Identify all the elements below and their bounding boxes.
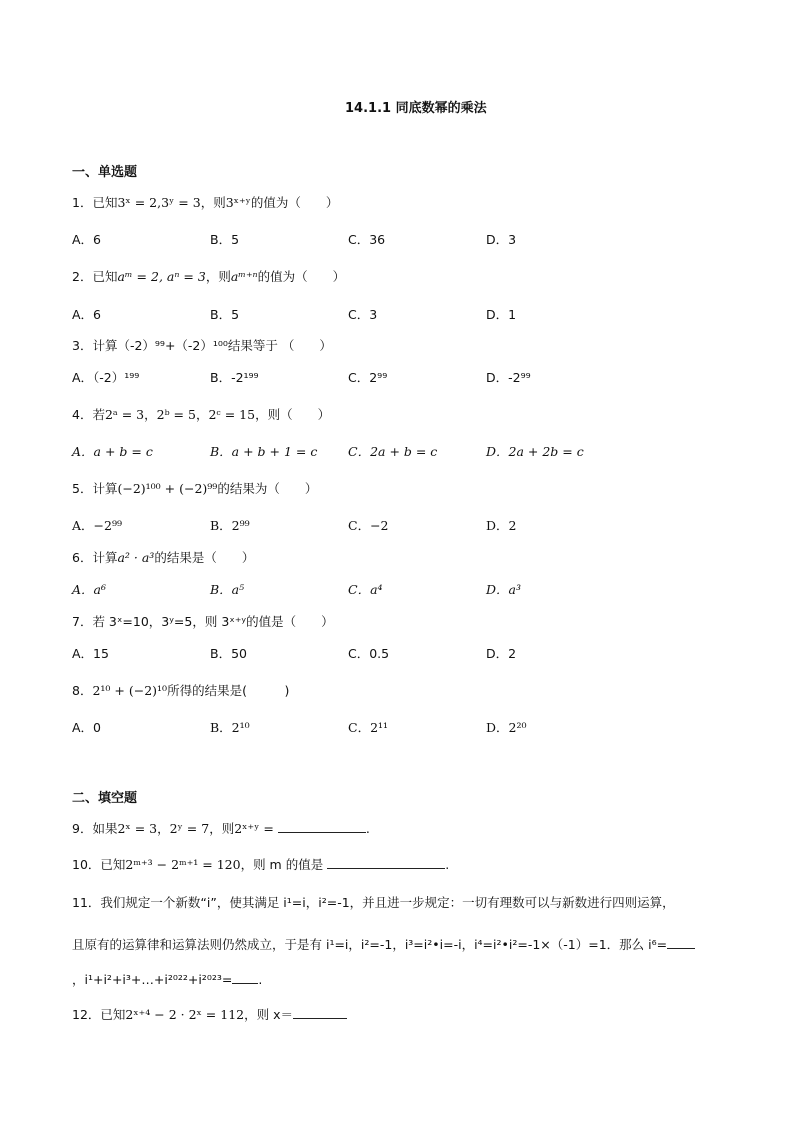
option-c[interactable]: C．3 [348, 307, 378, 322]
page-title: 14.1.1 同底数幂的乘法 [345, 101, 487, 116]
answer-blank[interactable] [293, 1006, 347, 1019]
option-c[interactable]: C．2a + b = c [348, 444, 438, 459]
option-d[interactable]: D．2 [486, 518, 517, 533]
option-a[interactable]: A．6 [72, 232, 102, 247]
question-1: 1．已知3ˣ = 2,3ʸ = 3，则3ˣ⁺ʸ的值为（ ） [72, 195, 339, 210]
option-d[interactable]: D．-2⁹⁹ [486, 370, 531, 385]
option-b[interactable]: B．a + b + 1 = c [210, 444, 318, 459]
option-a[interactable]: A．a⁶ [72, 582, 106, 597]
question-7: 7．若 3ˣ=10，3ʸ=5，则 3ˣ⁺ʸ的值是（ ） [72, 614, 334, 629]
option-a[interactable]: A．−2⁹⁹ [72, 518, 122, 533]
option-d[interactable]: D．2a + 2b = c [486, 444, 584, 459]
answer-blank[interactable] [667, 936, 695, 949]
question-4: 4．若2ᵃ = 3，2ᵇ = 5，2ᶜ = 15，则（ ） [72, 407, 331, 422]
option-b[interactable]: B．5 [210, 307, 240, 322]
option-a[interactable]: A．a + b = c [72, 444, 153, 459]
option-c[interactable]: C．−2 [348, 518, 389, 533]
option-a[interactable]: A．（-2）¹⁹⁹ [72, 370, 140, 385]
option-b[interactable]: B．2¹⁰ [210, 720, 250, 735]
answer-blank[interactable] [278, 820, 366, 833]
section-heading-fill-in: 二、填空题 [72, 791, 138, 806]
option-b[interactable]: B．5 [210, 232, 240, 247]
option-a[interactable]: A．0 [72, 720, 102, 735]
option-c[interactable]: C．0.5 [348, 646, 390, 661]
question-11-line-3: ，i¹+i²+i³+…+i²⁰²²+i²⁰²³= . [72, 972, 263, 987]
question-12: 12．已知2ˣ⁺⁴ − 2 · 2ˣ = 112，则 x＝ [72, 1005, 347, 1023]
question-2: 2．已知aᵐ = 2, aⁿ = 3，则aᵐ⁺ⁿ的值为（ ） [72, 269, 346, 284]
option-b[interactable]: B．2⁹⁹ [210, 518, 250, 533]
question-3: 3．计算（-2）⁹⁹+（-2）¹⁰⁰结果等于 （ ） [72, 338, 332, 353]
question-6: 6．计算a² · a³的结果是（ ） [72, 550, 255, 565]
question-10: 10．已知2ᵐ⁺³ − 2ᵐ⁺¹ = 120，则 m 的值是 . [72, 857, 450, 872]
option-a[interactable]: A．15 [72, 646, 109, 661]
option-d[interactable]: D．a³ [486, 582, 521, 597]
question-9: 9．如果2ˣ = 3，2ʸ = 7，则2ˣ⁺ʸ = . [72, 821, 370, 836]
option-a[interactable]: A．6 [72, 307, 102, 322]
answer-blank[interactable] [327, 856, 445, 869]
question-5: 5．计算(−2)¹⁰⁰ + (−2)⁹⁹的结果为（ ） [72, 481, 318, 496]
question-8: 8．2¹⁰ + (−2)¹⁰所得的结果是( ) [72, 683, 290, 698]
question-11-line-1: 11．我们规定一个新数“i”，使其满足 i¹=i，i²=-1，并且进一步规定：一切有理数可以与新数进行四则运算， [72, 895, 675, 910]
option-d[interactable]: D．2 [486, 646, 517, 661]
option-c[interactable]: C．36 [348, 232, 386, 247]
option-d[interactable]: D．3 [486, 232, 517, 247]
option-b[interactable]: B．50 [210, 646, 247, 661]
option-d[interactable]: D．2²⁰ [486, 720, 527, 735]
option-b[interactable]: B．a⁵ [210, 582, 245, 597]
option-b[interactable]: B．-2¹⁹⁹ [210, 370, 259, 385]
answer-blank[interactable] [232, 971, 258, 984]
option-c[interactable]: C．2⁹⁹ [348, 370, 388, 385]
question-11-line-2: 且原有的运算律和运算法则仍然成立，于是有 i¹=i，i²=-1，i³=i²•i=-i，i⁴=i²•i²=-1×（-1）=1．那么 i⁶= [72, 935, 695, 953]
section-heading-single-choice: 一、单选题 [72, 165, 138, 180]
option-d[interactable]: D．1 [486, 307, 517, 322]
option-c[interactable]: C．2¹¹ [348, 720, 389, 735]
option-c[interactable]: C．a⁴ [348, 582, 383, 597]
